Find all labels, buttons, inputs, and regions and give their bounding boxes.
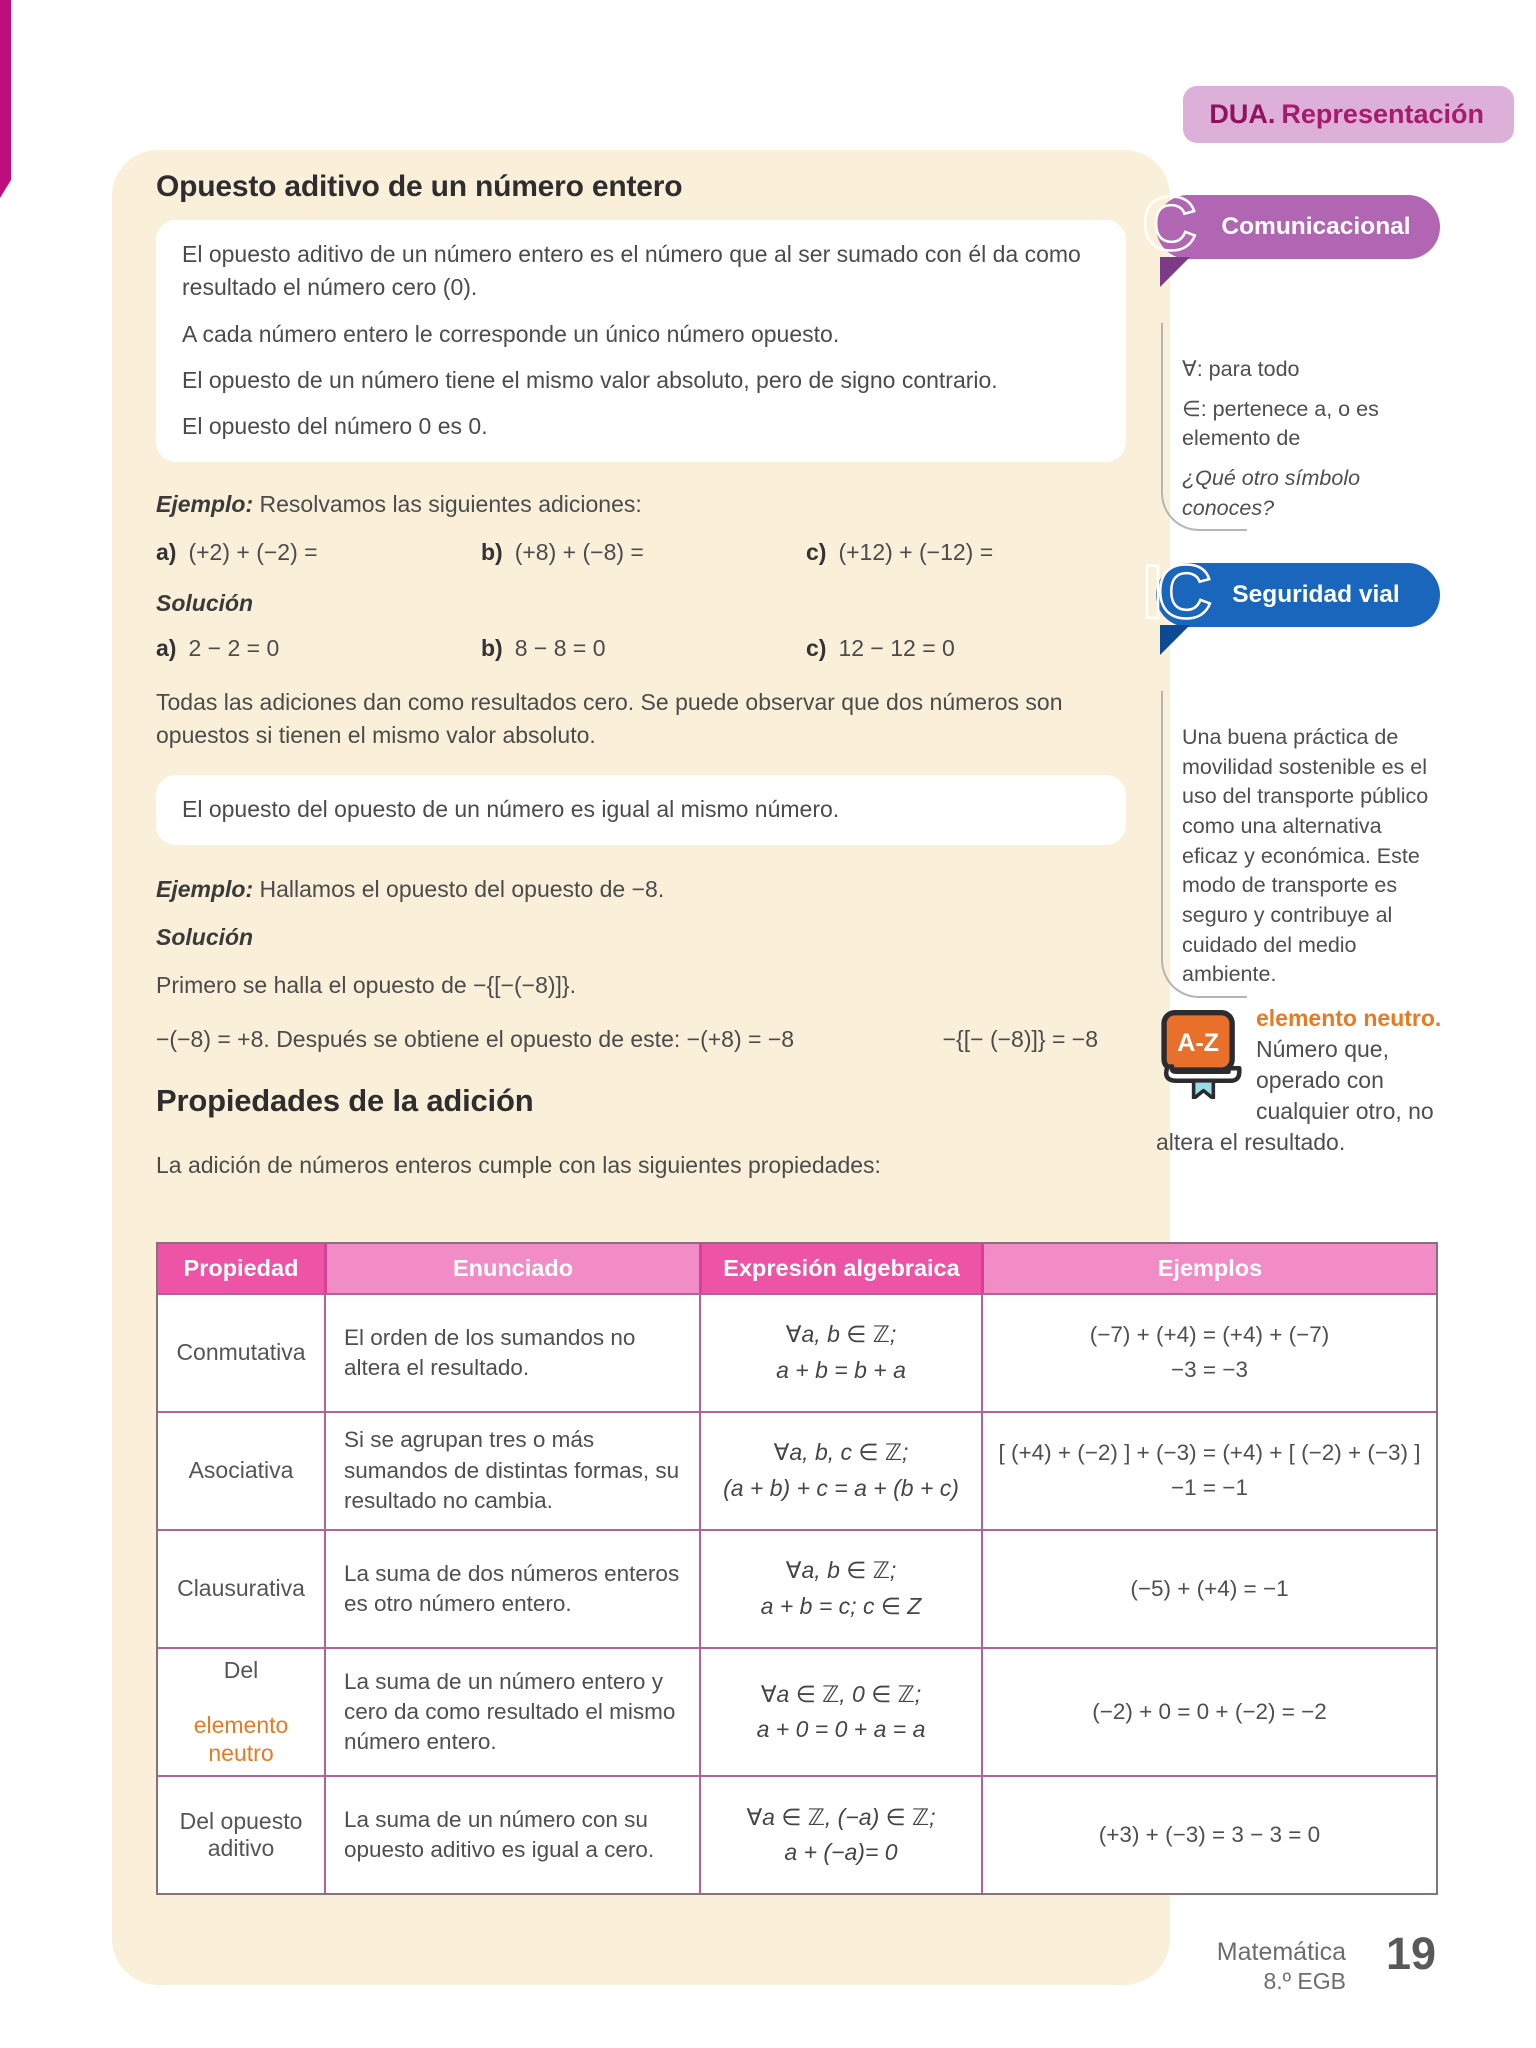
examples-cell xyxy=(981,1529,1436,1647)
properties-table-header xyxy=(158,1244,1436,1293)
solution1-label: Solución xyxy=(156,590,254,617)
list-item xyxy=(806,635,955,662)
item-key: b) xyxy=(481,539,503,566)
dictionary-book-icon xyxy=(1156,1007,1242,1099)
statement-cell: La suma de un número con su opuesto aditivo es igual a cero. xyxy=(324,1775,699,1893)
item-expression: (+8) + (−8) = xyxy=(514,539,644,566)
seguridad-paragraph: Una buena práctica de movilidad sostenible es el uso del transporte público como una alternativa eficaz y económica. Este modo de transporte es seguro y contribuye al cuidado del medio ambiente. xyxy=(1182,725,1429,987)
table-row xyxy=(158,1529,1436,1647)
definition-paragraph: El opuesto aditivo de un número entero es el número que al ser sumado con él da como resultado el número cero (0). xyxy=(182,241,1081,301)
example-value-line: (−7) + (+4) = (+4) + (−7) xyxy=(1089,1322,1330,1348)
solution2-step2-left: −(−8) = +8. Después se obtiene el opuesto de este: −(+8) = −8 xyxy=(156,1025,795,1052)
column-header: Propiedad xyxy=(158,1244,324,1293)
property-cell: Clausurativa xyxy=(158,1529,324,1647)
list-item xyxy=(481,539,806,566)
definition-paragraph: A cada número entero le corresponde un único número opuesto. xyxy=(182,320,840,347)
property-cell xyxy=(158,1647,324,1775)
example2-label: Ejemplo: xyxy=(156,875,254,902)
lesson-title: Opuesto aditivo de un número entero xyxy=(156,170,683,203)
expression-cell xyxy=(699,1775,981,1893)
symbol-definition: ∀: para todo xyxy=(1182,357,1300,381)
statement-cell: Si se agrupan tres o más sumandos de distintas formas, su resultado no cambia. xyxy=(324,1411,699,1529)
example-value-line: −3 = −3 xyxy=(1171,1357,1248,1382)
comunicacional-block xyxy=(1142,182,1440,533)
page-edge-ribbon xyxy=(0,0,11,198)
expression-cell xyxy=(699,1411,981,1529)
expression-line: ∀a, b, c ∈ ℤ; xyxy=(773,1439,909,1466)
property-highlight: elemento neutro xyxy=(193,1712,289,1766)
dua-badge-label: Representación xyxy=(1281,99,1484,129)
column-header: Ejemplos xyxy=(981,1244,1436,1293)
statement-cell: La suma de dos números enteros es otro número entero. xyxy=(324,1529,699,1647)
comunicacional-pill xyxy=(1142,182,1440,267)
properties-title: Propiedades de la adición xyxy=(156,1082,534,1118)
examples-cell xyxy=(981,1775,1436,1893)
example2-text: Hallamos el opuesto del opuesto de −8. xyxy=(259,875,665,902)
seguridad-vial-pill xyxy=(1142,550,1440,635)
example1-label: Ejemplo: xyxy=(156,490,254,517)
glossary-block xyxy=(1156,1003,1452,1158)
item-expression: 2 − 2 = 0 xyxy=(188,635,280,662)
solution2-label: Solución xyxy=(156,924,254,951)
item-expression: 8 − 8 = 0 xyxy=(514,635,606,662)
item-expression: (+2) + (−2) = xyxy=(188,539,318,566)
solution1-items xyxy=(156,635,1126,662)
property-cell: Del opuesto aditivo xyxy=(158,1775,324,1893)
item-expression: 12 − 12 = 0 xyxy=(838,635,955,662)
footer-book-info xyxy=(1217,1938,1346,1995)
expression-line: ∀a, b ∈ ℤ; xyxy=(785,1557,897,1584)
statement-cell: El orden de los sumandos no altera el resultado. xyxy=(324,1293,699,1411)
property-cell: Asociativa xyxy=(158,1411,324,1529)
expression-line: ∀a ∈ ℤ, (−a) ∈ ℤ; xyxy=(746,1803,936,1830)
expression-line: a + b = c; c ∈ Z xyxy=(760,1593,922,1619)
expression-line: ∀a, b ∈ ℤ; xyxy=(785,1321,897,1348)
seguridad-vial-block xyxy=(1142,550,1440,1000)
example2-line xyxy=(156,873,1126,906)
rule-text: El opuesto del opuesto de un número es igual al mismo número. xyxy=(182,796,840,823)
solution2-step2-right: −{[− (−8)]} = −8 xyxy=(942,1025,1098,1052)
example-value-line: [ (+4) + (−2) ] + (−3) = (+4) + [ (−2) + (−3) ] xyxy=(998,1440,1421,1466)
expression-cell xyxy=(699,1529,981,1647)
example1-line xyxy=(156,488,1126,521)
c-ring-icon: C xyxy=(1142,182,1191,267)
property-prefix: Del xyxy=(223,1657,259,1683)
dua-badge xyxy=(1183,86,1514,143)
item-key: a) xyxy=(156,539,177,566)
az-icon-label: A-Z xyxy=(1177,1029,1219,1058)
property-cell: Conmutativa xyxy=(158,1293,324,1411)
expression-cell xyxy=(699,1647,981,1775)
example-value-line: (+3) + (−3) = 3 − 3 = 0 xyxy=(1098,1821,1321,1847)
expression-line: (a + b) + c = a + (b + c) xyxy=(723,1475,959,1501)
speech-tail xyxy=(1160,257,1190,287)
definition-paragraph: El opuesto de un número tiene el mismo valor absoluto, pero de signo contrario. xyxy=(182,367,998,394)
column-header: Expresión algebraica xyxy=(699,1244,981,1293)
page-number: 19 xyxy=(1385,1928,1436,1979)
examples-cell xyxy=(981,1647,1436,1775)
list-item xyxy=(156,539,481,566)
ic-letters-icon: IC xyxy=(1142,550,1206,635)
properties-intro: La adición de números enteros cumple con las siguientes propiedades: xyxy=(156,1151,881,1178)
expression-line: a + 0 = 0 + a = a xyxy=(756,1716,926,1743)
list-item xyxy=(156,635,481,662)
table-row xyxy=(158,1411,1436,1529)
statement-cell: La suma de un número entero y cero da como resultado el mismo número entero. xyxy=(324,1647,699,1775)
solution2-step2 xyxy=(156,1026,1126,1053)
expression-line: a + (−a)= 0 xyxy=(784,1839,898,1866)
table-row xyxy=(158,1775,1436,1893)
item-key: c) xyxy=(806,635,827,662)
seguridad-vial-text xyxy=(1156,723,1440,990)
list-item xyxy=(806,539,993,566)
observation-paragraph: Todas las adiciones dan como resultados cero. Se puede observar que dos números son opuestos si tienen el mismo valor absoluto. xyxy=(156,689,1063,748)
expression-cell xyxy=(699,1293,981,1411)
definition-box xyxy=(156,220,1126,462)
examples-cell xyxy=(981,1293,1436,1411)
item-expression: (+12) + (−12) = xyxy=(838,539,994,566)
example-value-line: (−2) + 0 = 0 + (−2) = −2 xyxy=(1092,1698,1327,1724)
speech-tail xyxy=(1160,625,1190,655)
item-key: a) xyxy=(156,635,177,662)
example1-items xyxy=(156,539,1126,566)
properties-table xyxy=(156,1242,1438,1895)
footer-grade: 8.º EGB xyxy=(1263,1967,1346,1994)
reflection-question: ¿Qué otro símbolo conoces? xyxy=(1182,465,1361,520)
symbol-definition: ∈: pertenece a, o es elemento de xyxy=(1182,396,1379,451)
item-key: c) xyxy=(806,539,827,566)
example-value-line: (−5) + (+4) = −1 xyxy=(1130,1575,1289,1601)
rule-box xyxy=(156,775,1126,844)
definition-paragraph: El opuesto del número 0 es 0. xyxy=(182,413,488,440)
table-row xyxy=(158,1647,1436,1775)
seguridad-vial-title: Seguridad vial xyxy=(1232,581,1400,608)
expression-line: a + b = b + a xyxy=(776,1357,906,1383)
list-item xyxy=(481,635,806,662)
dua-badge-prefix: DUA. xyxy=(1209,99,1276,129)
properties-table-body xyxy=(158,1293,1436,1893)
example1-text: Resolvamos las siguientes adiciones: xyxy=(259,490,642,517)
glossary-term: elemento neutro. xyxy=(1256,1005,1442,1031)
footer-book-title: Matemática xyxy=(1216,1938,1346,1966)
table-row xyxy=(158,1293,1436,1411)
column-header: Enunciado xyxy=(324,1244,699,1293)
expression-line: ∀a ∈ ℤ, 0 ∈ ℤ; xyxy=(760,1680,922,1707)
example-value-line: −1 = −1 xyxy=(1171,1475,1248,1500)
examples-cell xyxy=(981,1411,1436,1529)
comunicacional-text xyxy=(1156,355,1440,523)
glossary-definition: Número que, operado con cualquier otro, no altera el resultado. xyxy=(1156,1036,1434,1156)
solution2-step1: Primero se halla el opuesto de −{[−(−8)]}. xyxy=(156,972,577,999)
comunicacional-title: Comunicacional xyxy=(1221,213,1411,240)
item-key: b) xyxy=(481,635,503,662)
